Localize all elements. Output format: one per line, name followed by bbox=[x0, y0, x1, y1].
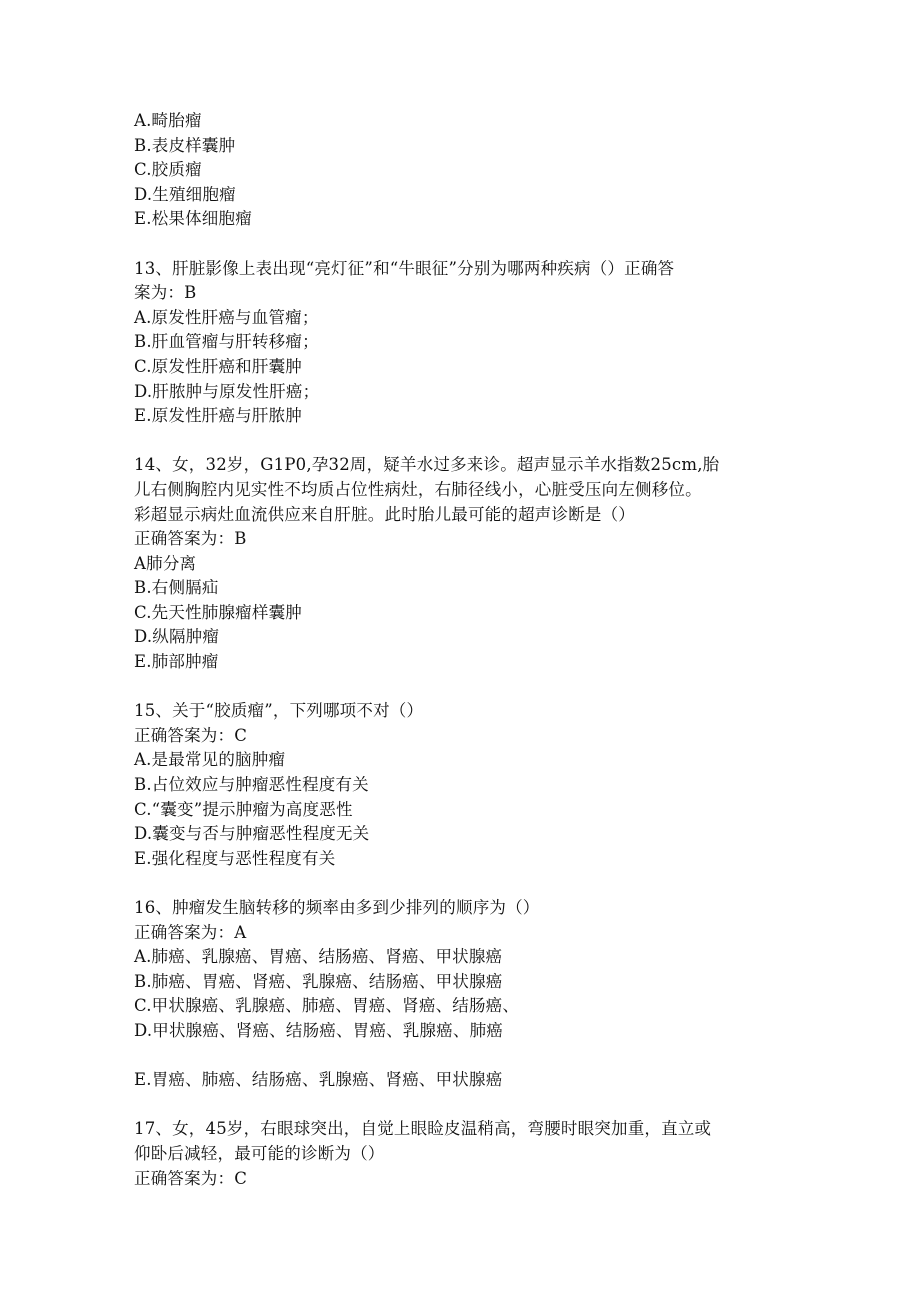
correct-answer: 正确答案为：A bbox=[134, 922, 247, 942]
option-d: D.生殖细胞瘤 bbox=[134, 184, 236, 204]
question-17 bbox=[134, 1117, 794, 1191]
option-e: E.肺部肿瘤 bbox=[134, 652, 219, 672]
question-stem: 案为：B bbox=[134, 283, 197, 303]
option-e: E.松果体细胞瘤 bbox=[134, 209, 252, 229]
option-c: C.“囊变”提示肿瘤为高度恶性 bbox=[134, 799, 353, 819]
option-c: C.先天性肺腺瘤样囊肿 bbox=[134, 602, 302, 622]
question-stem: 17、女，45岁，右眼球突出，自觉上眼睑皮温稍高，弯腰时眼突加重，直立或 bbox=[134, 1119, 712, 1139]
question-16 bbox=[134, 896, 794, 1093]
option-e: E.胃癌、肺癌、结肠癌、乳腺癌、肾癌、甲状腺癌 bbox=[134, 1070, 503, 1090]
question-stem: 13、肝脏影像上表出现“亮灯征”和“牛眼征”分别为哪两种疾病（）正确答 bbox=[134, 258, 675, 278]
question-stem: 14、女，32岁，G1P0,孕32周，疑羊水过多来诊。超声显示羊水指数25cm,胎 bbox=[134, 455, 720, 475]
option-b: B.右侧膈疝 bbox=[134, 578, 219, 598]
option-c: C.原发性肝癌和肝囊肿 bbox=[134, 356, 302, 376]
option-e: E.原发性肝癌与肝脓肿 bbox=[134, 406, 302, 426]
question-stem: 16、肿瘤发生脑转移的频率由多到少排列的顺序为（） bbox=[134, 898, 540, 917]
option-a: A.原发性肝癌与血管瘤； bbox=[134, 307, 319, 327]
option-b: B.表皮样囊肿 bbox=[134, 135, 236, 155]
option-b: B.占位效应与肿瘤恶性程度有关 bbox=[134, 775, 369, 795]
question-15 bbox=[134, 699, 794, 871]
option-a: A肺分离 bbox=[134, 553, 197, 573]
option-b: B.肝血管瘤与肝转移瘤； bbox=[134, 332, 319, 352]
option-e: E.强化程度与恶性程度有关 bbox=[134, 848, 336, 868]
option-d: D.甲状腺癌、肾癌、结肠癌、胃癌、乳腺癌、肺癌 bbox=[134, 1020, 503, 1040]
question-13 bbox=[134, 257, 794, 429]
option-c: C.胶质瘤 bbox=[134, 160, 202, 180]
question-stem: 彩超显示病灶血流供应来自肝脏。此时胎儿最可能的超声诊断是（） bbox=[134, 504, 635, 524]
option-d: D.纵隔肿瘤 bbox=[134, 627, 220, 647]
option-d: D.囊变与否与肿瘤恶性程度无关 bbox=[134, 824, 370, 844]
option-c: C.甲状腺癌、乳腺癌、肺癌、胃癌、肾癌、结肠癌、 bbox=[134, 996, 520, 1016]
option-d: D.肝脓肿与原发性肝癌； bbox=[134, 381, 320, 401]
correct-answer: 正确答案为：C bbox=[134, 725, 248, 745]
option-a: A.是最常见的脑肿瘤 bbox=[134, 750, 286, 770]
question-14 bbox=[134, 453, 794, 674]
blank-line bbox=[134, 1044, 794, 1069]
question-stem: 儿右侧胸腔内见实性不均质占位性病灶，右肺径线小，心脏受压向左侧移位。 bbox=[134, 479, 702, 499]
option-b: B.肺癌、胃癌、肾癌、乳腺癌、结肠癌、甲状腺癌 bbox=[134, 971, 503, 991]
question-stem: 15、关于“胶质瘤”，下列哪项不对（） bbox=[134, 701, 424, 721]
question-stem: 仰卧后减轻，最可能的诊断为（） bbox=[134, 1143, 385, 1163]
correct-answer: 正确答案为：C bbox=[134, 1168, 248, 1188]
option-a: A.畸胎瘤 bbox=[134, 111, 202, 130]
document-page bbox=[134, 109, 794, 1191]
question-12-options bbox=[134, 109, 794, 232]
correct-answer: 正确答案为：B bbox=[134, 529, 247, 549]
option-a: A.肺癌、乳腺癌、胃癌、结肠癌、肾癌、甲状腺癌 bbox=[134, 947, 503, 967]
